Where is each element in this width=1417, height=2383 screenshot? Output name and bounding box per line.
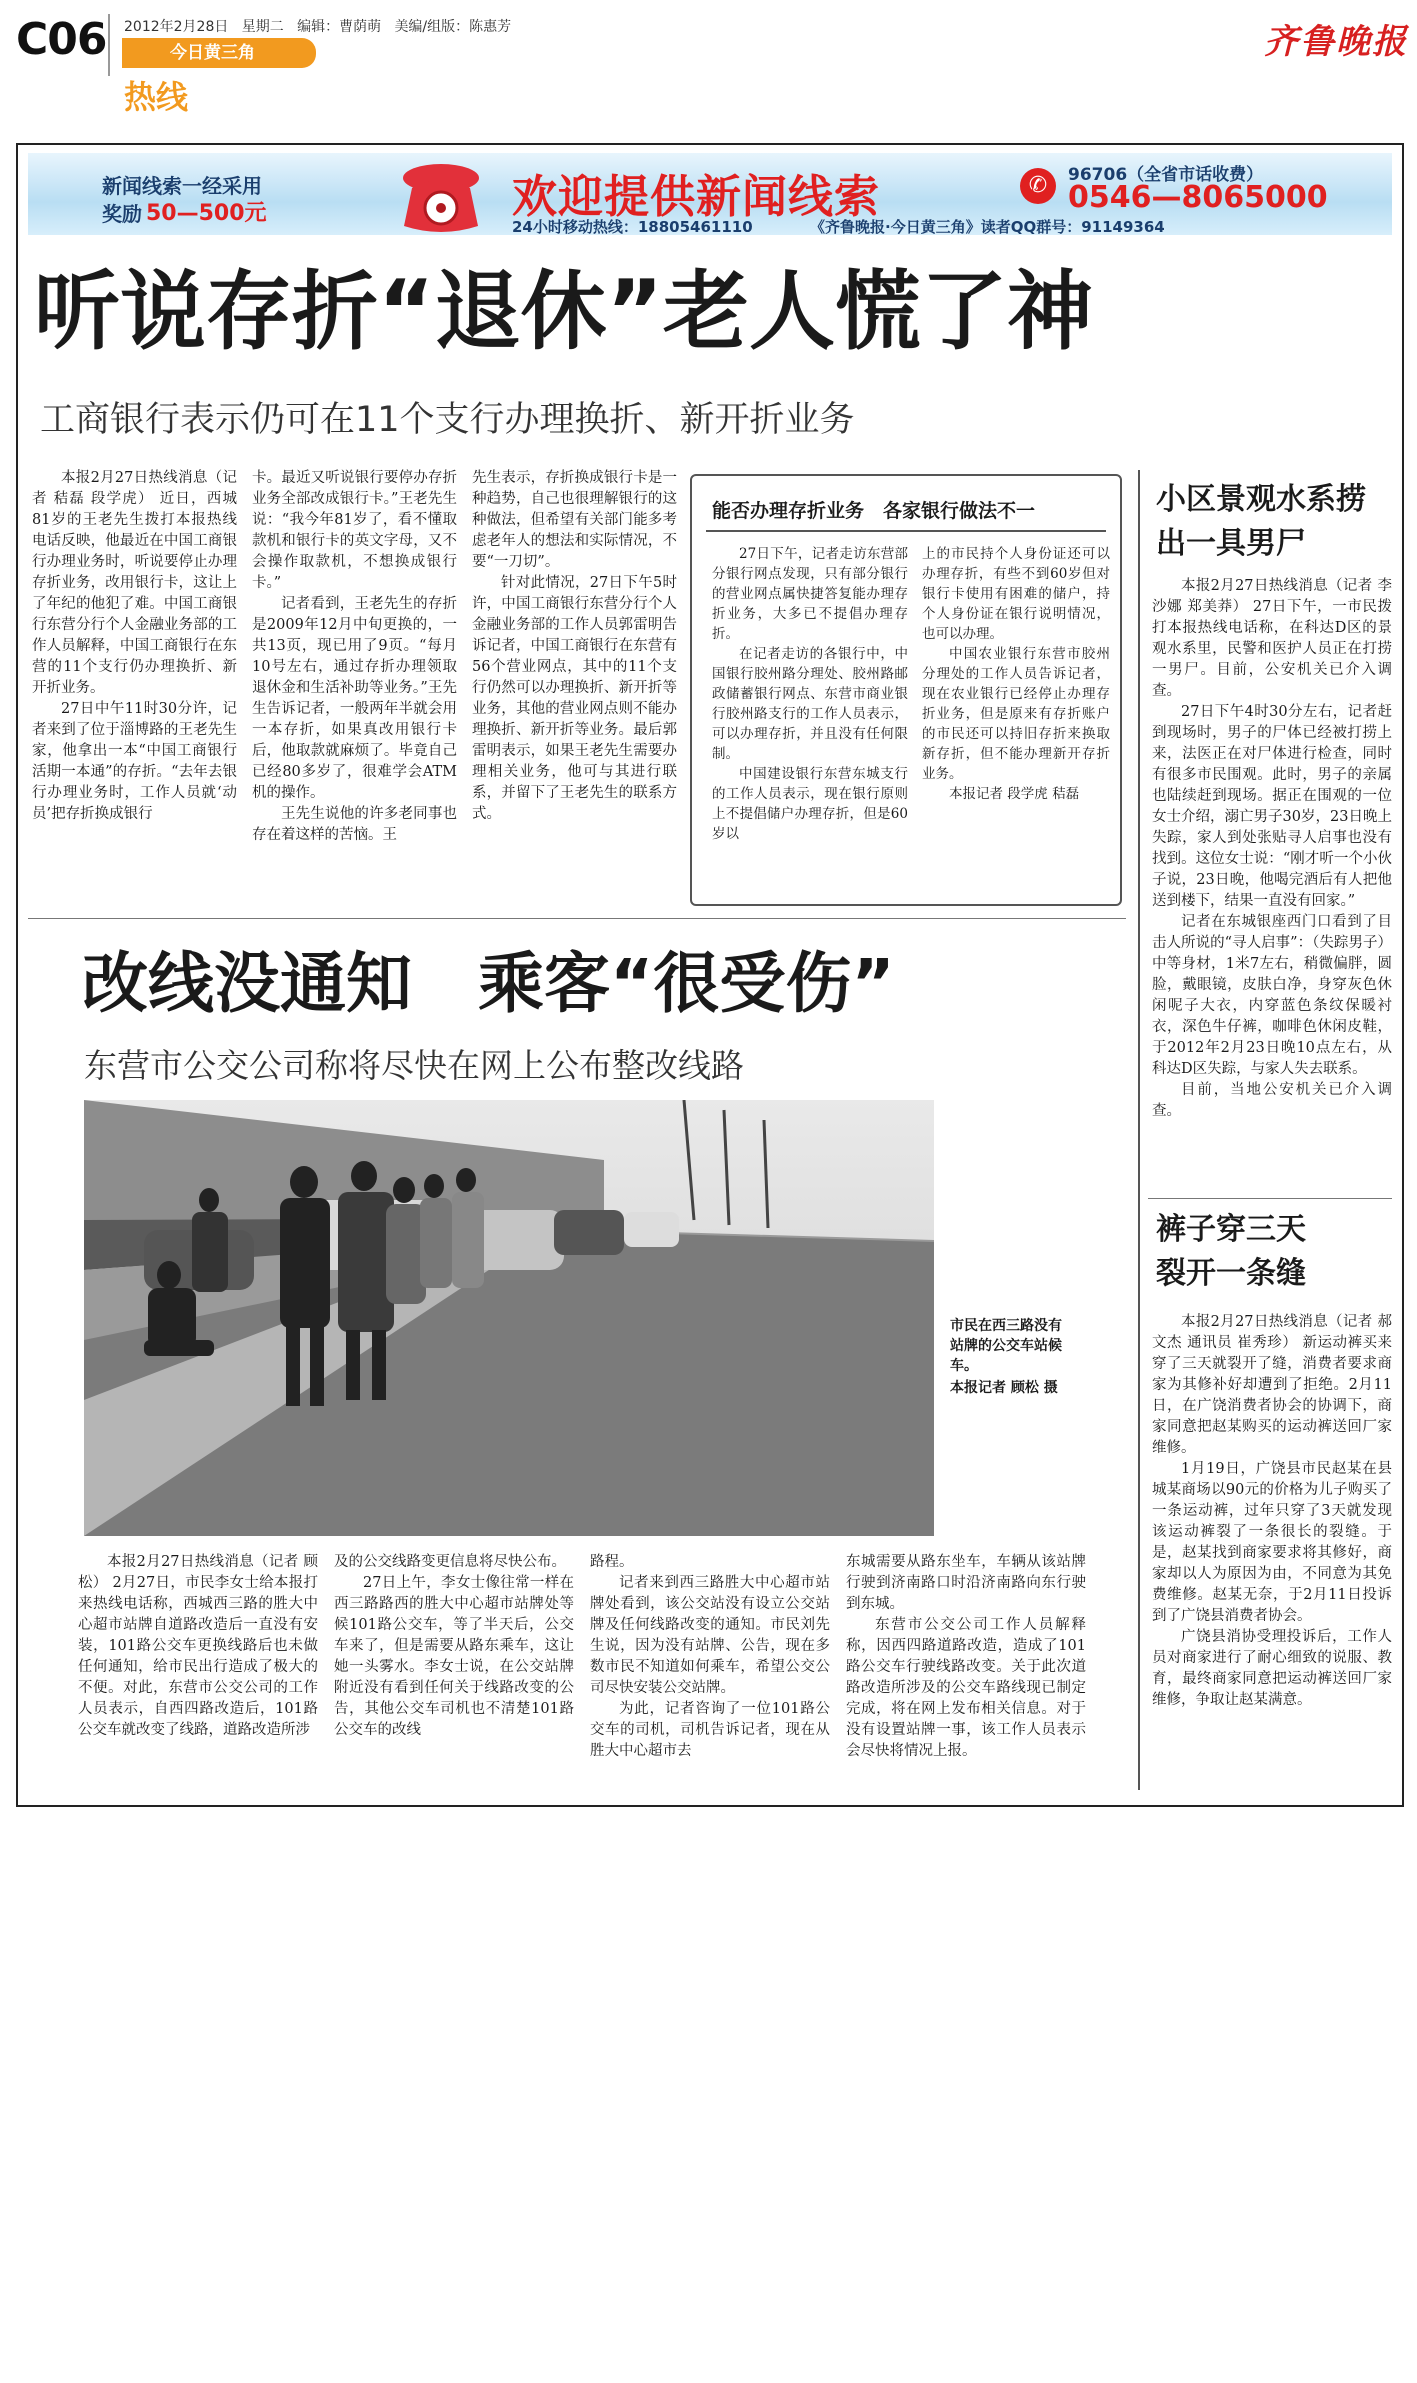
sidebar-col2: [922, 544, 1110, 900]
paragraph: 广饶县消协受理投诉后，工作人员对商家进行了耐心细致的说服、教育，最终商家同意把运动裤送回厂家维修，争取让赵某满意。: [1152, 1629, 1392, 1708]
paragraph: 中国建设银行东营东城支行的工作人员表示，现在银行原则上不提倡储户办理存折，但是60岁以: [712, 766, 908, 842]
paragraph: 1月19日，广饶县市民赵某在县城某商场以90元的价格为儿子购买了一条运动裤，过年只穿了3天就发现该运动裤裂了一条很长的裂缝。于是，赵某找到商家要求将其修好，商家却以人为原因为由，不同意为其免费维修。赵某无奈，于2月11日投诉到了广饶县消费者协会。: [1152, 1461, 1392, 1624]
paragraph: 27日上午，李女士像往常一样在西三路路西的胜大中心超市站牌处等候101路公交车，等了半天后，公交车来了，但是需要从路东乘车，这让她一头雾水。李女士说，在公交站牌附近没有看到任何关于线路改变的公告，其他公交车司机也不清楚101路公交车的改线: [334, 1575, 574, 1738]
paragraph: 及的公交线路变更信息将尽快公布。: [334, 1554, 566, 1570]
banner-title: 欢迎提供新闻线索: [512, 170, 881, 223]
paragraph: 本报记者 段学虎 秸磊: [949, 786, 1080, 802]
newspaper-logo: 齐鲁晚报: [1264, 22, 1408, 62]
paragraph: 东营市公交公司工作人员解释称，因西四路道路改造，造成了101路公交车行驶线路改变。关于此次道路改造所涉及的公交车路线现已制定完成，将在网上发布相关信息。对于没有设置站牌一事，该工作人员表示会尽快将情况上报。: [846, 1617, 1086, 1759]
column-divider: [1138, 470, 1140, 1790]
story1-col1: [32, 468, 237, 908]
paragraph: 记者来到西三路胜大中心超市站牌处看到，该公交站没有设立公交站牌及任何线路改变的通知。市民刘先生说，因为没有站牌、公告，现在多数市民不知道如何乘车，希望公交公司尽快安装公交站牌。: [590, 1575, 830, 1696]
paragraph: 本报2月27日热线消息（记者 郝文杰 通讯员 崔秀珍） 新运动裤买来穿了三天就裂开了缝，消费者要求商家为其修补好却遭到了拒绝。2月11日，在广饶消费者协会的协调下，商家同意把赵某购买的运动裤送回厂家维修。: [1152, 1314, 1392, 1456]
paragraph: 27日中午11时30分许，记者来到了位于淄博路的王老先生家，他拿出一本“中国工商银行活期一本通”的存折。“去年去银行办理业务时，工作人员就‘动员’把存折换成银行: [32, 701, 237, 822]
reward-amount: 50—500元: [146, 201, 267, 226]
editor-credit: 编辑：曹荫萌: [297, 19, 382, 35]
paragraph: 先生表示，存折换成银行卡是一种趋势，自己也很理解银行的这种做法，但希望有关部门能多考虑老年人的想法和实际情况，不要“一刀切”。: [472, 470, 677, 570]
sidebar-title: 能否办理存折业务 各家银行做法不一: [712, 500, 1036, 522]
story2-headline: 小区景观水系捞出一具男尸: [1156, 482, 1366, 561]
story3-col3: [590, 1552, 830, 1802]
paragraph: 27日下午，记者走访东营部分银行网点发现，只有部分银行的营业网点属快捷答复能办理存折业务，大多已不提倡办理存折。: [712, 546, 908, 642]
paragraph: 本报2月27日热线消息（记者 秸磊 段学虎） 近日，西城81岁的王老先生拨打本报热线电话反映，他最近在中国工商银行办理业务时，听说要停止办理存折业务，改用银行卡，这让上了年纪的他犯了难。中国工商银行东营分行个人金融业务部的工作人员解释，中国工商银行在东营的11个支行仍办理换折、新开折业务。: [32, 470, 237, 696]
paragraph: 东城需要从路东坐车，车辆从该站牌行驶到济南路口时沿济南路向东行驶到东城。: [846, 1554, 1086, 1612]
paragraph: 为此，记者咨询了一位101路公交车的司机，司机告诉记者，现在从胜大中心超市去: [590, 1701, 830, 1759]
paragraph: 在记者走访的各银行中，中国银行胶州路分理处、胶州路邮政储蓄银行网点、东营市商业银行胶州路支行的工作人员表示，可以办理存折，并且没有任何限制。: [712, 646, 908, 762]
story1-col2: [252, 468, 457, 908]
caption-credit: 本报记者 顾松 摄: [950, 1380, 1058, 1396]
photo-caption: [950, 1316, 1070, 1398]
caption-text: 市民在西三路没有站牌的公交车站候车。: [950, 1318, 1062, 1374]
paragraph: 27日下午4时30分左右，记者赶到现场时，男子的尸体已经被打捞上来，法医正在对尸体进行检查，同时有很多市民围观。此时，男子的亲属也陆续赶到现场。据正在围观的一位女士介绍，溺亡男子30岁，23日晚上失踪，家人到处张贴寻人启事也没有找到。这位女士说：“刚才听一个小伙子说，23日晚，他喝完酒后有人把他送到楼下，结果一直没有回家。”: [1152, 704, 1392, 909]
reward-prefix: 奖励: [102, 202, 142, 226]
issue-weekday: 星期二: [241, 19, 284, 35]
paragraph: 目前，当地公安机关已介入调查。: [1152, 1082, 1392, 1119]
story-divider: [1148, 1198, 1392, 1199]
story3-headline: 改线没通知 乘客“很受伤”: [82, 945, 895, 1022]
story2-body: [1152, 576, 1392, 1186]
story3-col1: [78, 1552, 318, 1802]
paragraph: 王先生说他的许多老同事也存在着这样的苦恼。王: [252, 806, 457, 843]
paragraph: 卡。最近又听说银行要停办存折业务全部改成银行卡。”王老先生说：“我今年81岁了，看不懂取款机和银行卡的英文字母，又不会操作取款机，不想换成银行卡。”: [252, 470, 457, 591]
reward-line: 新闻线索一经采用: [102, 174, 262, 198]
paragraph: 路程。: [590, 1554, 634, 1570]
issue-date: 2012年2月28日: [124, 19, 229, 35]
story3-subhead: 东营市公交公司称将尽快在网上公布整改线路: [84, 1046, 744, 1085]
paragraph: 本报2月27日热线消息（记者 顾松） 2月27日，市民李女士给本报打来热线电话称，西城西三路的胜大中心超市站牌自道路改造后一直没有安装，101路公交车更换线路后也未做任何通知，给市民出行造成了极大的不便。对此，东营市公交公司的工作人员表示，自西四路改造后，101路公交车就改变了线路，道路改造所涉: [78, 1554, 318, 1738]
section-title: 热线: [124, 78, 189, 116]
paragraph: 记者在东城银座西门口看到了目击人所说的“寻人启事”：（失踪男子）中等身材，1米7左右，稍微偏胖，圆脸，戴眼镜，皮肤白净，身穿灰色休闲呢子大衣，内穿蓝色条纹保暖衬衣，深色牛仔裤，咖啡色休闲皮鞋，于2012年2月23日晚10点左右，从科达D区失踪，与家人失去联系。: [1152, 914, 1392, 1077]
story-divider: [28, 918, 1126, 919]
designer-credit: 美编/组版：陈惠芳: [394, 19, 512, 35]
story1-headline: 听说存折“退休”老人慌了神: [34, 262, 1094, 362]
bus-stop-photo: [84, 1100, 934, 1536]
header-divider: [108, 14, 110, 76]
paragraph: 本报2月27日热线消息（记者 李沙娜 郑美莽） 27日下午，一市民拨打本报热线电话称，在科达D区的景观水系里，民警和医护人员正在打捞一男尸。目前，公安机关已介入调查。: [1152, 578, 1392, 699]
sidebar-col1: [712, 544, 908, 900]
banner-qq: 《齐鲁晚报·今日黄三角》读者QQ群号：91149364: [810, 218, 1165, 236]
page-code: C06: [16, 14, 107, 65]
paragraph: 上的市民持个人身份证还可以办理存折，有些不到60岁但对银行卡使用有困难的储户，持个人身份证在银行说明情况，也可以办理。: [922, 546, 1110, 642]
telephone-icon: [394, 152, 488, 238]
header-meta: [124, 16, 511, 36]
banner-phone: 0546—8065000: [1068, 180, 1328, 215]
story4-body: [1152, 1312, 1392, 1790]
paragraph: 记者看到，王老先生的存折是2009年12月中旬更换的，一共13页，现已用了9页。“每月10号左右，通过存折办理领取退休金和生活补助等业务。”王先生告诉记者，一般两年半就会用一本存折，如果真改用银行卡后，他取款就麻烦了。毕竟自己已经80多岁了，很难学会ATM机的操作。: [252, 596, 457, 801]
story3-col4: [846, 1552, 1086, 1802]
section-tag: 今日黄三角: [122, 38, 316, 68]
banner-mobile: 24小时移动热线：18805461110: [512, 218, 753, 236]
story1-col3: [472, 468, 677, 908]
story4-headline: 裤子穿三天裂开一条缝: [1156, 1212, 1306, 1291]
story1-subhead: 工商银行表示仍可在11个支行办理换折、新开折业务: [40, 400, 855, 440]
banner-hotline-code: 96706（全省市话收费）: [1068, 165, 1264, 185]
paragraph: 针对此情况，27日下午5时许，中国工商银行东营分行个人金融业务部的工作人员郭雷明告诉记者，中国工商银行在东营有56个营业网点，其中的11个支行仍然可以办理换折、新开折等业务，其他的营业网点则不能办理换折、新开折等业务。最后郭雷明表示，如果王老先生需要办理相关业务，他可与其进行联系，并留下了王老先生的联系方式。: [472, 575, 677, 822]
story3-col2: [334, 1552, 574, 1802]
phone-icon: ✆: [1020, 168, 1056, 204]
sidebar-rule: [706, 530, 1106, 532]
paragraph: 中国农业银行东营市胶州分理处的工作人员告诉记者，现在农业银行已经停止办理存折业务，但是原来有存折账户的市民还可以持旧存折来换取新存折，但不能办理新开存折业务。: [922, 646, 1110, 782]
